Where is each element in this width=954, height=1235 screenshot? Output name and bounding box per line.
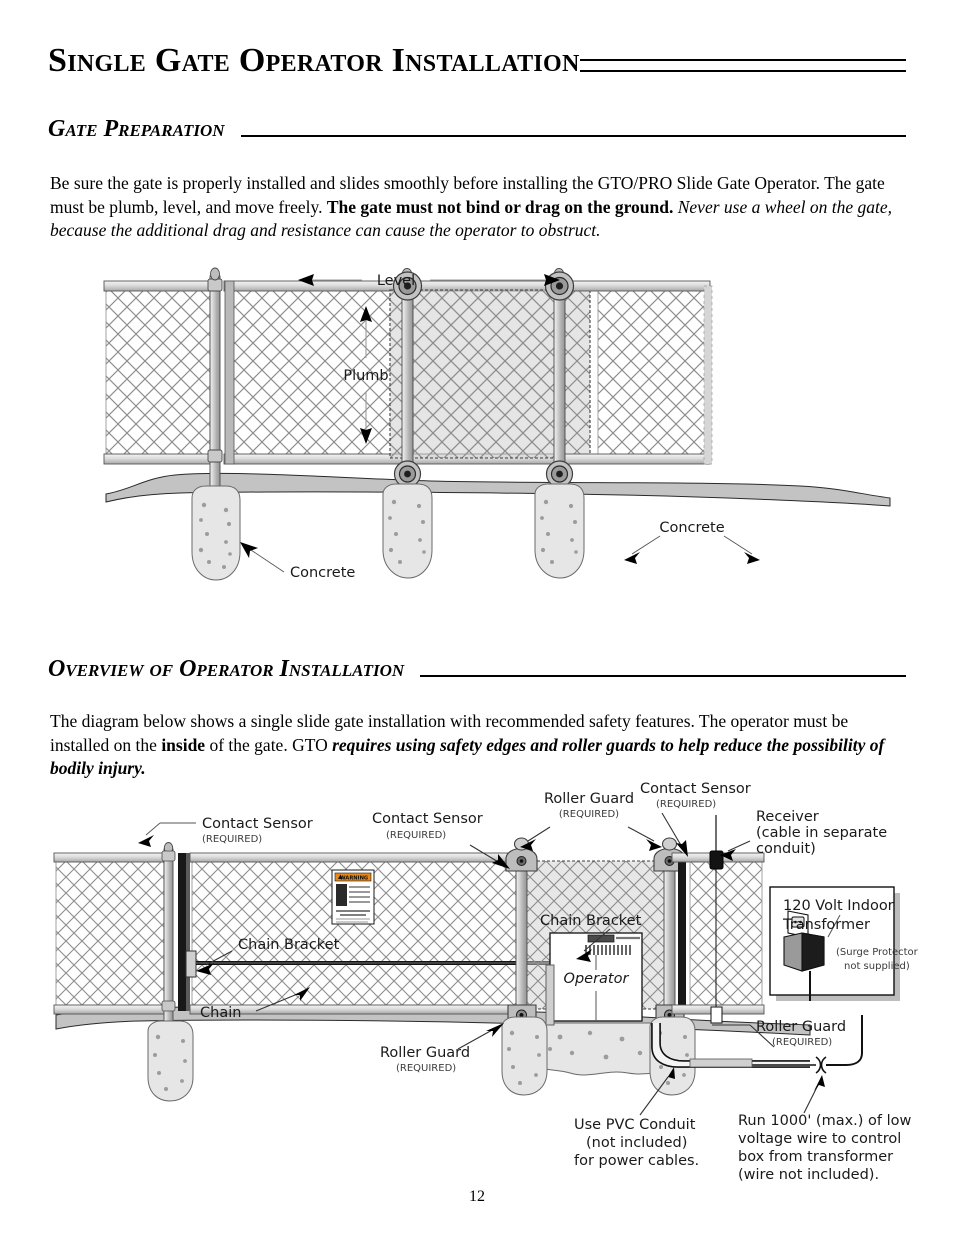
warning-placard — [332, 870, 374, 924]
title-double-rule — [580, 59, 906, 72]
surge-protector-line1: (Surge Protector — [836, 947, 918, 958]
overview-run4-bolditalic: requires using safety edges and roller guards to help reduce the possibility of bodily injury. — [50, 734, 885, 778]
receiver-label-line3: conduit) — [756, 841, 816, 857]
section-heading-overview — [48, 655, 906, 683]
concrete-footing-left — [192, 486, 240, 580]
section-heading-gate-preparation — [48, 115, 906, 143]
roller-guard-bottom-left-label: Roller Guard — [380, 1045, 471, 1061]
wire-break-symbol — [816, 1057, 826, 1073]
gate-preparation-rule — [241, 135, 906, 137]
wire-note-line4: (wire not included). — [738, 1167, 880, 1183]
concrete-leader-left — [240, 542, 284, 572]
roller-guard-right-label: Roller Guard — [756, 1019, 847, 1035]
transformer-label-line2: Transformer — [783, 917, 871, 933]
pvc-conduit-line2: (not included) — [586, 1135, 688, 1151]
roller-guard-bottom-left-required: (REQUIRED) — [396, 1063, 457, 1074]
roller-guard-wheel-bottom — [395, 461, 421, 487]
wire-note-line2: voltage wire to control — [738, 1131, 902, 1147]
contact-sensor-right-label: Contact Sensor — [640, 781, 751, 797]
chain-bracket-left-label: Chain Bracket — [238, 937, 340, 953]
transformer-label-line1: 120 Volt Indoor — [783, 898, 894, 914]
surge-protector-line2: not supplied) — [844, 961, 910, 972]
contact-sensor-right — [678, 853, 686, 1011]
wire-note-line1: Run 1000' (max.) of low — [738, 1113, 912, 1129]
gate-prep-run1: Be sure the gate is properly installed and slides smoothly before installing the GTO/PRO Slide Gate Operator. The gate must be plumb, level, and move freely. — [50, 173, 885, 217]
concrete-footing-overview-1 — [502, 1017, 547, 1095]
gate-preparation-heading-text: Gate Preparation — [48, 116, 225, 142]
chain-bracket-right-label: Chain Bracket — [540, 913, 642, 929]
fence-panel-left — [104, 281, 214, 464]
roller-guard-top-required: (REQUIRED) — [558, 809, 620, 820]
roller-guard-top-leaders — [520, 827, 662, 851]
contact-sensor-mid-required: (REQUIRED) — [386, 830, 447, 841]
overview-heading-text: Overview of Operator Installation — [48, 656, 405, 682]
wire-trough — [690, 1059, 752, 1067]
concrete-label-right: Concrete — [659, 520, 725, 536]
gate-prep-run2-bold: The gate must not bind or drag on the ground. — [326, 196, 674, 217]
concrete-label-left: Concrete — [290, 565, 356, 581]
warning-placard-header: WARNING — [339, 875, 369, 882]
overview-run2-bold: inside — [161, 734, 206, 755]
pvc-conduit-line1: Use PVC Conduit — [574, 1117, 696, 1133]
plumb-label: Plumb — [343, 368, 389, 384]
receiver-label-line2: (cable in separate — [756, 825, 888, 841]
contact-sensor-right-required: (REQUIRED) — [656, 799, 717, 810]
page-title-text: Single Gate Operator Installation — [48, 42, 580, 79]
concrete-footing-mid — [383, 484, 432, 578]
contact-sensor-left-label: Contact Sensor — [202, 816, 313, 832]
contact-sensor-mid-label: Contact Sensor — [372, 811, 483, 827]
pvc-conduit-line3: for power cables. — [574, 1153, 700, 1169]
gate-preparation-diagram — [100, 262, 900, 612]
operator-label: Operator — [563, 971, 629, 987]
overview-run3: of the gate. GTO — [205, 734, 333, 755]
roller-guard-right-required: (REQUIRED) — [772, 1037, 833, 1048]
low-voltage-wire-leader — [804, 1075, 825, 1113]
concrete-leader-right — [624, 536, 760, 564]
concrete-footing-right — [535, 484, 584, 578]
contact-sensor-left — [178, 853, 190, 1011]
page-title — [48, 42, 906, 80]
chain-label: Chain — [200, 1005, 242, 1021]
gate-prep-run3-italic: Never use a wheel on the gate, because the additional drag and resistance can cause the operator to obstruct. — [50, 196, 893, 240]
operator-installation-overview-diagram — [50, 765, 954, 1185]
roller-guard-wheel-bottom-2 — [547, 461, 573, 487]
concrete-footing-overview-left — [148, 1021, 193, 1101]
overview-rule — [420, 675, 906, 677]
gate-preparation-paragraph — [50, 172, 902, 243]
chain-bracket-left — [186, 951, 196, 977]
overview-run1: The diagram below shows a single slide gate installation with recommended safety features. The operator must be installed on the — [50, 711, 849, 755]
wire-note-line3: box from transformer — [738, 1149, 894, 1165]
contact-sensor-left-required: (REQUIRED) — [202, 834, 263, 845]
level-label: Level — [376, 273, 416, 289]
fence-panel-left-overview — [54, 853, 166, 1014]
gate-end-post-left — [162, 843, 175, 1030]
page-number: 12 — [469, 1188, 485, 1205]
roller-guard-top-label: Roller Guard — [543, 791, 635, 807]
receiver-label-line1: Receiver — [756, 809, 819, 825]
